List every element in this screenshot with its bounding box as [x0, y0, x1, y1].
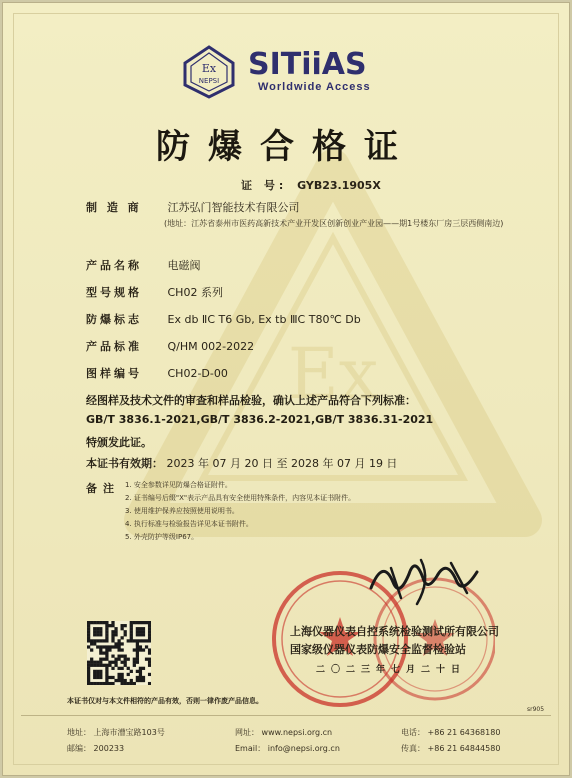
ex-marking-value: Ex db ⅡC T6 Gb, Ex tb ⅢC T80℃ Db — [167, 313, 361, 326]
drawing-number-label: 图样编号 — [86, 367, 142, 380]
address-label: 地址： — [67, 728, 91, 737]
signature-icon — [361, 548, 491, 618]
footer-zip — [67, 743, 124, 754]
field-row — [86, 257, 201, 273]
issue-date: 二〇二三年七月二十日 — [316, 665, 467, 675]
validity-value: 2023 年 07 月 20 日 至 2028 年 07 月 19 日 — [166, 457, 398, 470]
fax-label: 传真： — [401, 744, 425, 753]
svg-text:Ex: Ex — [287, 333, 379, 415]
zip-value: 200233 — [93, 744, 125, 753]
phone-label: 电话： — [401, 728, 425, 737]
manufacturer-value: 江苏弘门智能技术有限公司 — [167, 201, 300, 214]
note-item: 1. 安全参数详见防爆合格证附件。 — [125, 481, 232, 489]
address-value: 上海市漕宝路103号 — [93, 728, 165, 737]
model-label: 型号规格 — [86, 286, 142, 299]
ex-marking-label: 防爆标志 — [86, 313, 142, 326]
standards-list: GB/T 3836.1-2021,GB/T 3836.2-2021,GB/T 3836.31-2021 — [86, 413, 434, 426]
basis-statement: 经图样及技术文件的审查和样品检验，确认上述产品符合下列标准： — [86, 394, 416, 407]
notes-label: 备注 — [86, 482, 120, 495]
cert-number-value: GYB23.1905X — [297, 179, 381, 192]
sitiias-brand-logo: SITiiAS — [248, 47, 367, 82]
cert-number-label: 证 号: — [241, 179, 288, 192]
validity-note: 本证书仅对与本文件相符的产品有效，否则一律作废产品信息。 — [67, 697, 263, 705]
manufacturer-address: (地址：江苏省泰州市医药高新技术产业开发区创新创业产业园——期1号楼东厂房三层西侧南边) — [164, 219, 504, 228]
note-item: 3. 使用维护保养应按照使用说明书。 — [125, 507, 239, 515]
footer-email — [235, 743, 340, 754]
zip-label: 邮编： — [67, 744, 91, 753]
fax-value: +86 21 64844580 — [427, 744, 501, 753]
certificate-number — [241, 177, 381, 193]
manufacturer-label: 制 造 商 — [86, 201, 142, 214]
product-standard-value: Q/HM 002-2022 — [167, 340, 255, 353]
product-standard-label: 产品标准 — [86, 340, 142, 353]
footer-phone — [401, 727, 500, 738]
validity-row — [86, 455, 397, 471]
certificate — [2, 2, 570, 776]
footer-fax — [401, 743, 500, 754]
field-row — [86, 311, 361, 327]
email-link[interactable]: info@nepsi.org.cn — [267, 744, 340, 753]
manufacturer-row — [86, 199, 300, 215]
field-row — [86, 284, 223, 300]
qr-code-icon[interactable] — [87, 621, 151, 685]
svg-text:NEPSI: NEPSI — [198, 77, 220, 85]
footer-divider — [21, 715, 551, 716]
notes-list — [125, 479, 435, 544]
product-name-value: 电磁阀 — [167, 259, 201, 272]
validity-label: 本证书有效期： — [86, 457, 163, 470]
drawing-number-value: CH02-D-00 — [167, 367, 228, 380]
field-row — [86, 365, 228, 381]
brand-tagline: Worldwide Access — [258, 81, 371, 93]
field-row — [86, 338, 254, 354]
website-link[interactable]: www.nepsi.org.cn — [261, 728, 333, 737]
nepsi-ex-logo-icon — [183, 45, 235, 99]
svg-text:Ex: Ex — [201, 62, 217, 75]
document-code: sr905 — [527, 706, 545, 713]
issue-statement: 特颁发此证。 — [86, 436, 152, 449]
note-item: 4. 执行标准与检验报告详见本证书附件。 — [125, 520, 253, 528]
note-item: 5. 外壳防护等级IP67。 — [125, 533, 199, 541]
footer-website — [235, 727, 332, 738]
issuer-name: 上海仪器仪表自控系统检验测试所有限公司 — [290, 625, 499, 638]
footer-address — [67, 727, 165, 738]
email-label: Email： — [235, 744, 266, 753]
certificate-title: 防爆合格证 — [156, 127, 416, 167]
website-label: 网址： — [235, 728, 259, 737]
note-item: 2. 证书编号后缀"X"表示产品具有安全使用特殊条件，内容见本证书附件。 — [125, 494, 356, 502]
phone-value: +86 21 64368180 — [427, 728, 501, 737]
issuer-station: 国家级仪器仪表防爆安全监督检验站 — [290, 643, 466, 656]
model-value: CH02 系列 — [167, 286, 223, 299]
product-name-label: 产品名称 — [86, 259, 142, 272]
